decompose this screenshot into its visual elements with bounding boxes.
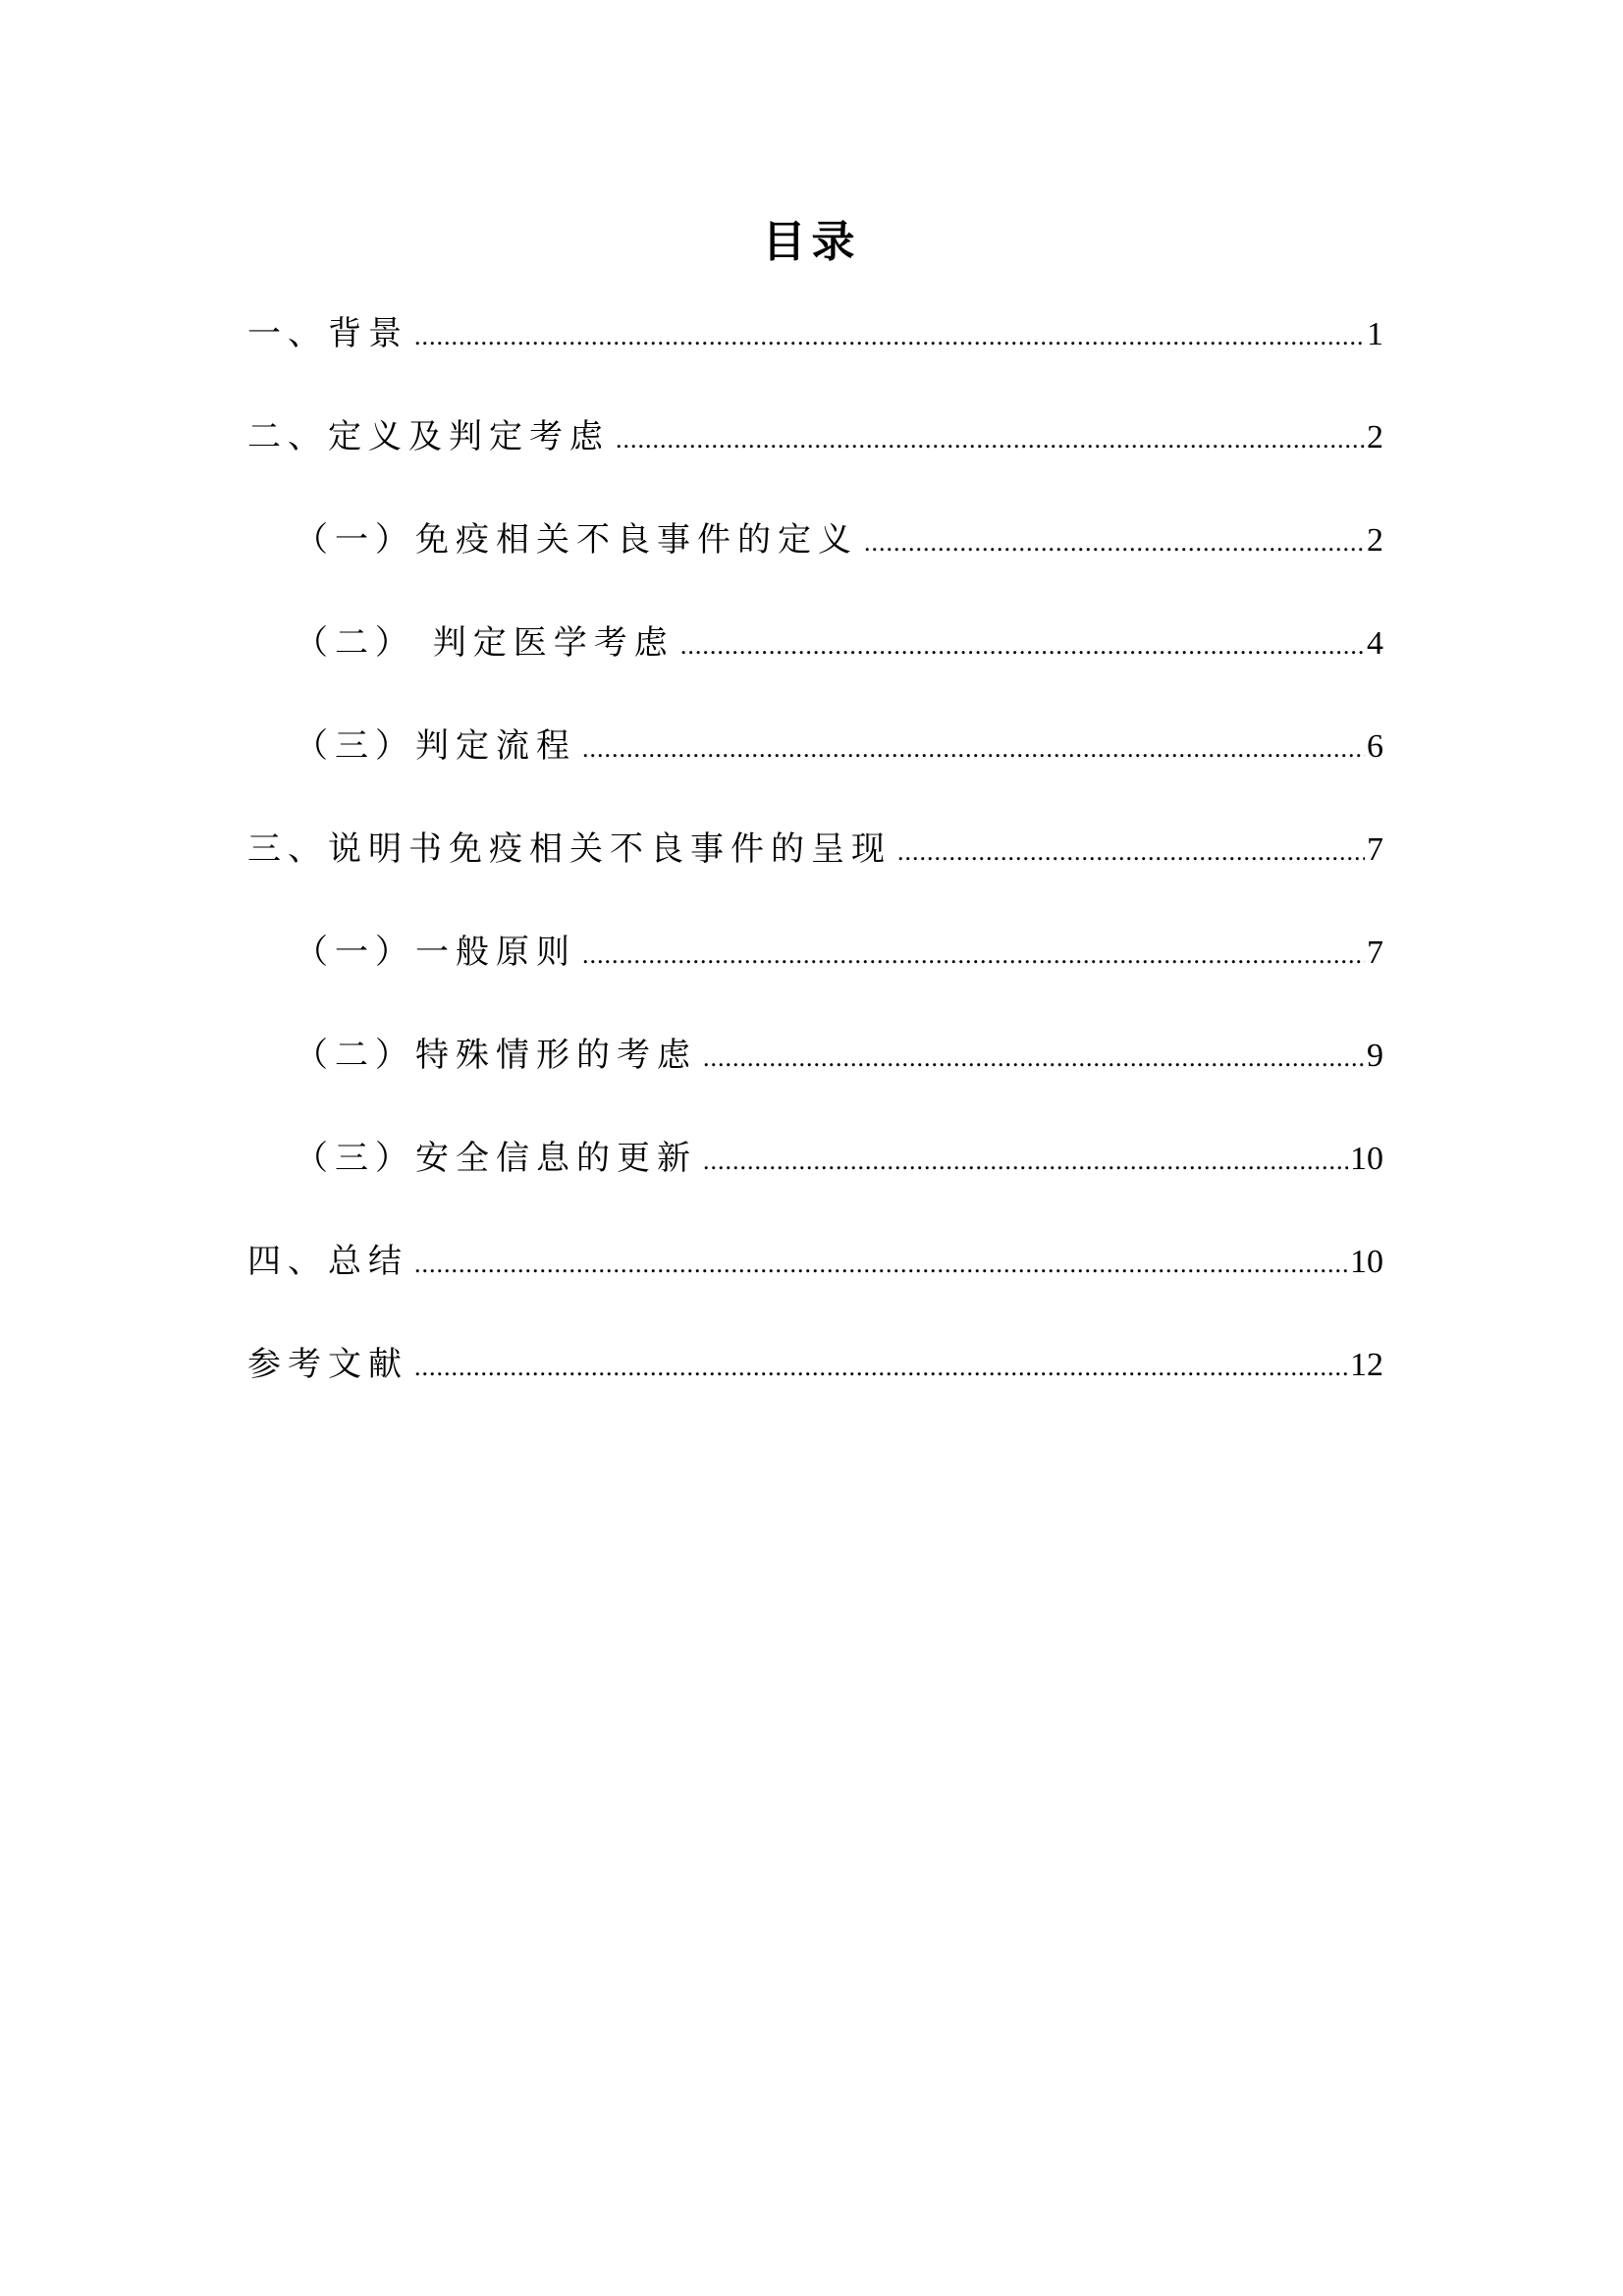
toc-entry-text: （三）判定流程 [295,726,576,766]
dot-leader [616,405,1365,474]
toc-list [247,299,1383,1433]
toc-entry-label-presentation[interactable] [247,815,1383,918]
toc-entry-medical-considerations[interactable] [247,609,1383,712]
toc-entry-text: （二） 判定医学考虑 [295,623,675,663]
toc-entry-references[interactable] [247,1330,1383,1433]
dot-leader [582,921,1365,989]
dot-leader [582,715,1365,783]
dot-leader [414,302,1365,371]
toc-entry-page: 9 [1367,1038,1383,1074]
toc-entry-page: 7 [1367,831,1383,868]
toc-entry-text: （三）安全信息的更新 [295,1139,697,1178]
toc-entry-special-cases[interactable] [247,1021,1383,1124]
toc-entry-page: 4 [1367,625,1383,662]
toc-entry-page: 12 [1350,1347,1383,1383]
toc-entry-page: 10 [1350,1141,1383,1177]
toc-entry-text: 三、说明书免疫相关不良事件的呈现 [247,829,892,869]
toc-entry-text: 参考文献 [247,1345,408,1384]
dot-leader [703,1127,1348,1196]
toc-entry-page: 6 [1367,728,1383,765]
dot-leader [414,1333,1348,1402]
toc-entry-page: 2 [1367,419,1383,455]
toc-entry-page: 1 [1367,316,1383,352]
toc-entry-page: 10 [1350,1244,1383,1280]
toc-entry-text: 四、总结 [247,1242,408,1281]
toc-entry-text: （一）一般原则 [295,933,576,972]
toc-entry-page: 7 [1367,934,1383,971]
toc-entry-text: （一）免疫相关不良事件的定义 [295,520,858,560]
toc-entry-page: 2 [1367,522,1383,559]
toc-entry-text: （二）特殊情形的考虑 [295,1036,697,1075]
toc-entry-irae-definition[interactable] [247,506,1383,609]
toc-entry-definition[interactable] [247,402,1383,506]
dot-leader [703,1024,1365,1093]
dot-leader [864,508,1365,577]
toc-entry-text: 二、定义及判定考虑 [247,417,610,456]
toc-entry-background[interactable] [247,299,1383,402]
dot-leader [680,612,1365,680]
toc-entry-general-principles[interactable] [247,918,1383,1021]
toc-title: 目录 [762,217,861,267]
toc-entry-judgment-process[interactable] [247,712,1383,815]
dot-leader [897,818,1365,886]
dot-leader [414,1230,1348,1299]
toc-entry-summary[interactable] [247,1227,1383,1330]
toc-entry-safety-updates[interactable] [247,1124,1383,1227]
toc-entry-text: 一、背景 [247,314,408,353]
